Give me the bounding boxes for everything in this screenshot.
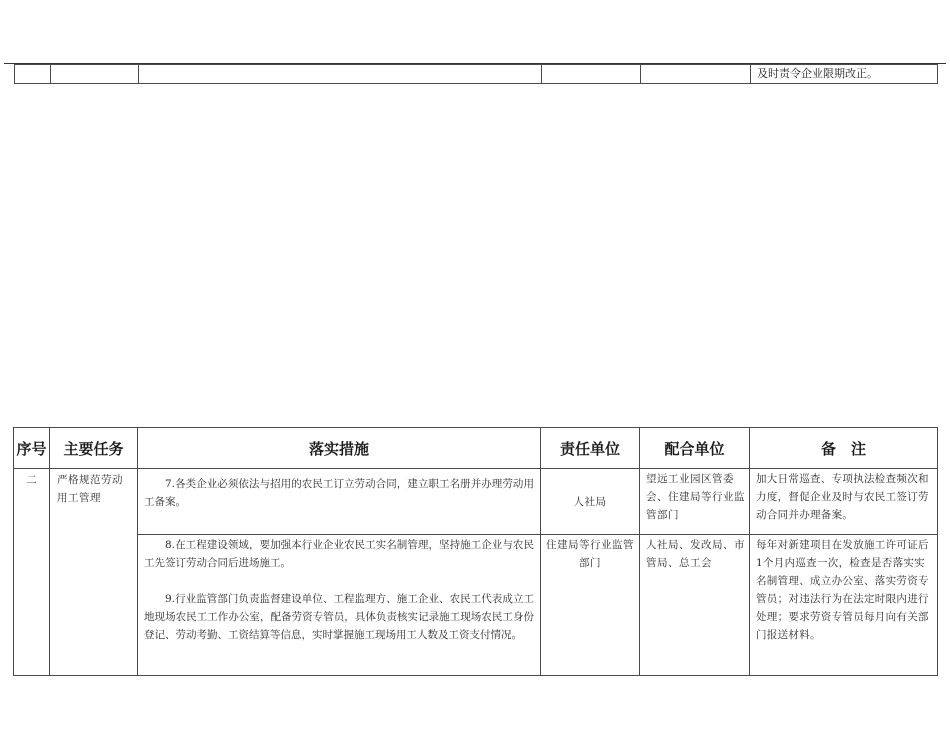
cooperating-cell: 望远工业园区管委会、住建局等行业监管部门	[640, 469, 750, 535]
measures-cell	[138, 535, 541, 676]
remark-cell: 每年对新建项目在发放施工许可证后1个月内巡查一次，检查是否落实实名制管理、成立办公室、落实劳资专管员；对违法行为在法定时限内进行处理；要求劳资专管员每月向有关部门报送材料。	[750, 535, 938, 676]
measure-item-9: 9.行业监管部门负责监督建设单位、工程监理方、施工企业、农民工代表成立工地现场农民工工作办公室，配备劳资专管员，具体负责核实记录施工现场农民工身份登记、劳动考勤、工资结算等信息，实时掌握施工现场用工人数及工资支付情况。	[144, 593, 534, 641]
table-row	[14, 469, 938, 535]
header-responsible: 责任单位	[541, 428, 640, 469]
header-task: 主要任务	[50, 428, 138, 469]
remark-cell: 加大日常巡查、专项执法检查频次和力度，督促企业及时与农民工签订劳动合同并办理备案。	[750, 469, 938, 535]
header-seq: 序号	[14, 428, 50, 469]
carryover-measures-cell	[139, 65, 542, 84]
carryover-seq-cell	[15, 65, 51, 84]
responsible-cell: 住建局等行业监管部门	[541, 535, 640, 676]
cooperating-cell: 人社局、发改局、市管局、总工会	[640, 535, 750, 676]
measure-item-7: 7.各类企业必须依法与招用的农民工订立劳动合同，建立职工名册并办理劳动用工备案。	[144, 478, 534, 508]
carryover-responsible-cell	[542, 65, 641, 84]
task-cell: 严格规范劳动用工管理	[50, 469, 138, 676]
carryover-row	[15, 65, 938, 84]
measures-cell	[138, 469, 541, 535]
header-measures: 落实措施	[138, 428, 541, 469]
header-remarks: 备 注	[750, 428, 938, 469]
seq-cell: 二	[14, 469, 50, 676]
table-row	[14, 535, 938, 676]
carryover-task-cell	[51, 65, 139, 84]
responsible-cell: 人社局	[541, 469, 640, 535]
table-header-row	[14, 428, 938, 469]
carryover-cooperating-cell	[641, 65, 751, 84]
carryover-remark-cell: 及时责令企业限期改正。	[751, 65, 938, 84]
measure-item-8: 8.在工程建设领域，要加强本行业企业农民工实名制管理，坚持施工企业与农民工先签订劳动合同后进场施工。	[144, 539, 534, 569]
header-cooperating: 配合单位	[640, 428, 750, 469]
task-table	[13, 427, 938, 676]
carryover-table-fragment	[14, 64, 938, 84]
